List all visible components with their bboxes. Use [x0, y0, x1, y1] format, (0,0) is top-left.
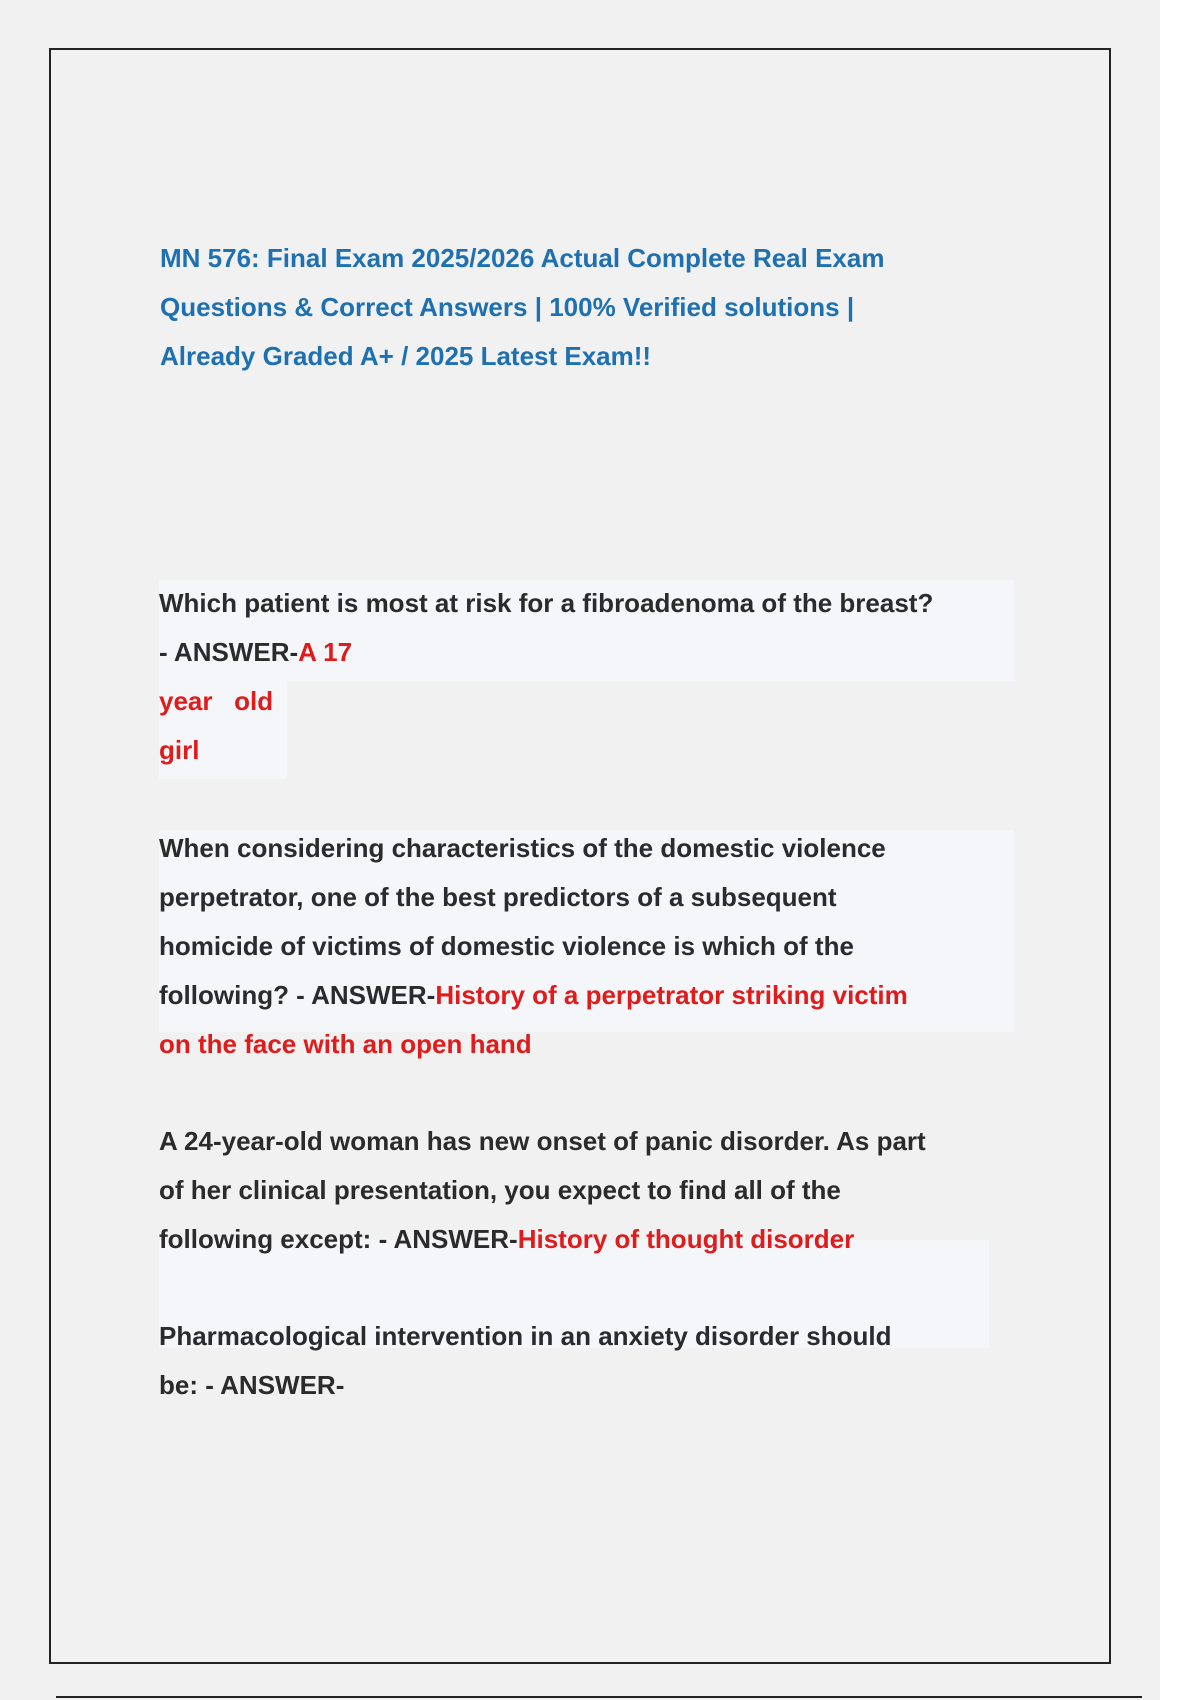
question-text: perpetrator, one of the best predictors of a subsequent [159, 882, 837, 912]
question-text: Pharmacological intervention in an anxiety disorder should [159, 1321, 892, 1351]
answer-text: girl [159, 735, 200, 765]
page-title [160, 234, 1020, 381]
question-text: of her clinical presentation, you expect to find all of the [159, 1175, 841, 1205]
answer-label: be: - ANSWER- [159, 1370, 345, 1400]
question-text: homicide of victims of domestic violence is which of the [159, 931, 854, 961]
answer-label: - ANSWER- [159, 637, 299, 667]
question-item [159, 579, 933, 775]
answer-text: History of thought disorder [517, 1224, 855, 1254]
question-text: Which patient is most at risk for a fibroadenoma of the breast? [159, 588, 934, 618]
answer-text: History of a perpetrator striking victim [435, 980, 908, 1010]
answer-label: following except: - ANSWER- [159, 1224, 518, 1254]
title-line: MN 576: Final Exam 2025/2026 Actual Complete Real Exam [160, 243, 885, 273]
question-item [159, 1117, 926, 1264]
title-line: Already Graded A+ / 2025 Latest Exam!! [160, 341, 652, 371]
document-page [49, 48, 1111, 1664]
question-item [159, 1312, 892, 1410]
title-line: Questions & Correct Answers | 100% Verified solutions | [160, 292, 855, 322]
question-item [159, 824, 908, 1069]
page-divider [56, 1696, 1142, 1698]
question-text: A 24-year-old woman has new onset of panic disorder. As part [159, 1126, 926, 1156]
answer-text: A 17 [298, 637, 353, 667]
question-text: When considering characteristics of the domestic violence [159, 833, 886, 863]
viewer-background-strip [1160, 0, 1200, 1700]
answer-text: year old [159, 686, 274, 716]
answer-text: on the face with an open hand [159, 1029, 532, 1059]
answer-label: following? - ANSWER- [159, 980, 436, 1010]
